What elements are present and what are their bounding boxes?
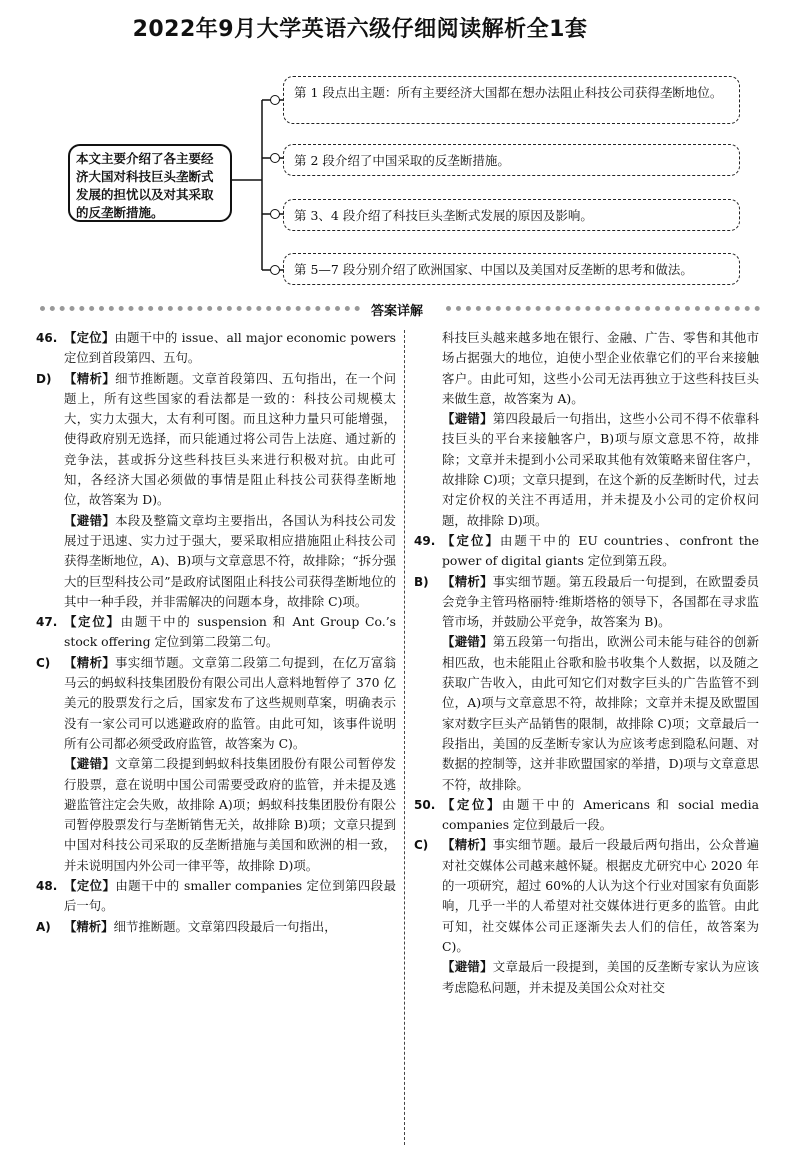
summary-text: 本文主要介绍了各主要经济大国对科技巨头垄断式发展的担忧以及对其采取的反垄断措施。 (76, 151, 214, 220)
answer-letter: C) (36, 655, 51, 670)
avoid-text: 文章最后一段提到，美国的反垄断专家认为应该考虑隐私问题，并未提及美国公众对社交 (442, 959, 760, 995)
answer-block (414, 795, 759, 836)
analysis-text: 细节推断题。文章第四段最后一句指出， (113, 918, 337, 934)
avoid-text: 本段及整篇文章均主要指出，各国认为科技公司发展过于迅速、实力过于强大，要采取相应措施阻止科技公司获得垄断地位，A)、B)项与文章意思不符，故排除；“拆分强大的巨型科技公司”是政府试图阻止科技公司获得垄断地位的其中一种手段，并非需解决的问题本身，故排除 C)项。 (64, 512, 397, 609)
analysis-text: 事实细节题。最后一段最后两句指出，公众普遍对社交媒体公司越来越怀疑。根据皮尤研究中心 2020 年的一项研究，超过 60%的人认为这个行业对国家有负面影响，几乎一半的人希望对社交媒体进行更多的监管。由此可知，社交媒体公司正逐渐失去人们的信任，故答案为 C)。 (442, 837, 760, 954)
analysis-continued: 科技巨头越来越多地在银行、金融、广告、零售和其他市场占据强大的地位，迫使小型企业依靠它们的平台来接触客户。由此可知，这些小公司无法再独立于这些科技巨头来做生意，故答案为 A)。 (442, 330, 759, 406)
locate-text: 由题干中的 suspension 和 Ant Group Co.’s stock offering 定位到第二段第二句。 (64, 614, 396, 650)
answer-block (36, 876, 396, 917)
tag-avoid: 【避错】 (64, 756, 116, 772)
summary-box (68, 144, 232, 222)
locate-text: 由题干中的 Americans 和 social media companies 定位到最后一段。 (442, 796, 759, 833)
avoid-error-block (36, 511, 396, 612)
tag-analysis: 【精析】 (442, 837, 493, 853)
locate-text: 由题干中的 smaller companies 定位到第四段最后一句。 (64, 878, 396, 914)
right-column (414, 328, 759, 998)
question-number: 49. (414, 533, 436, 548)
section-divider (40, 306, 360, 323)
tag-avoid: 【避错】 (64, 512, 116, 528)
avoid-text: 第五段第一句指出，欧洲公司未能与硅谷的创新相匹敌，也未能阻止谷歌和脸书收集个人数据，以及随之获取广告收入，由此可知它们对数字巨头的广告监管不到位，A)项与文章意思不符，故排除；文章并未提及欧盟国家对数字巨头产品销售的限制，故排除 C)项；文章最后一段指出，美国的反垄断专家认为应该考虑到隐私问题、对数据的控制等，这并非欧盟国家的举措，D)项与文章意思不符，故排除。 (442, 634, 760, 792)
note-bullet-icon (270, 95, 280, 105)
tag-analysis: 【精析】 (64, 654, 116, 670)
column-divider (404, 330, 405, 1145)
tag-locate: 【定位】 (64, 878, 116, 894)
tag-analysis: 【精析】 (442, 573, 493, 589)
answer-block (36, 917, 396, 937)
tag-avoid: 【避错】 (442, 959, 493, 975)
avoid-error-block (414, 409, 759, 531)
note-bullet-icon (270, 209, 280, 219)
avoid-text: 文章第二段提到蚂蚁科技集团股份有限公司暂停发行股票，意在说明中国公司需要受政府的监管，并未提及逃避监管注定会失败，故排除 A)项；蚂蚁科技集团股份有限公司暂停股票发行与垄断销售无关，故排除 B)项；文章只提到中国对科技公司采取的反垄断措施与美国和欧洲的相一致，并未说明国内外公司一律平等，故排除 D)项。 (64, 756, 397, 873)
tag-locate: 【定位】 (442, 532, 500, 548)
tag-locate: 【定位】 (64, 330, 115, 345)
answer-letter: C) (414, 838, 429, 853)
analysis-text: 事实细节题。文章第二段第二句提到，在亿万富翁马云的蚂蚁科技集团股份有限公司出人意料地暂停了 370 亿美元的股票发行之后，国家发布了这些规则草案，明确表示没有一家公司可以逃避政府的监管。由此可知，该事件说明所有公司都必须受政府监管，故答案为 C)。 (64, 654, 397, 751)
tag-avoid: 【避错】 (442, 411, 493, 427)
avoid-error-block (36, 754, 396, 876)
page-title: 2022年9月大学英语六级仔细阅读解析全1套 (132, 17, 588, 42)
answer-block (414, 572, 759, 633)
question-number: 47. (36, 615, 58, 630)
avoid-error-block (414, 957, 759, 998)
note-bullet-icon (270, 153, 280, 163)
answer-block (36, 612, 396, 653)
paragraph-note: 第 3、4 段介绍了科技巨头垄断式发展的原因及影响。 (283, 199, 740, 231)
paragraph-note: 第 2 段介绍了中国采取的反垄断措施。 (283, 144, 740, 176)
answer-letter: D) (36, 371, 52, 386)
left-column (36, 328, 396, 937)
answer-block (36, 369, 396, 511)
tag-analysis: 【精析】 (64, 918, 114, 934)
section-divider (446, 306, 760, 323)
analysis-text: 事实细节题。第五段最后一句提到，在欧盟委员会竞争主管玛格丽特·维斯塔格的领导下，各国都在寻求监管市场，并鼓励公平竞争，故答案为 B)。 (442, 573, 760, 630)
tag-analysis: 【精析】 (64, 370, 116, 386)
answer-letter: A) (36, 919, 51, 934)
avoid-text: 第四段最后一句指出，这些小公司不得不依靠科技巨头的平台来接触客户，B)项与原文意思不符，故排除；文章并未提到小公司采取其他有效策略来留住客户，故排除 C)项；文章只提到，在这个新的反垄断时代，过去对定价权的关注不再适用，并未提及小公司的定价权问题，故排除 D)项。 (442, 411, 760, 528)
analysis-text: 细节推断题。文章首段第四、五句指出，在一个问题上，所有这些国家的看法都是一致的：科技公司规模太大，实力太强大，太有利可图。而且这种力量只可能增强，使得政府别无选择，而只能通过将公司告上法庭、通过新的竞争法，甚或拆分这些科技巨头来进行积极对抗。由此可知，各经济大国必须做的事情是阻止科技公司获得垄断地位，故答案为 D)。 (64, 370, 397, 508)
tag-avoid: 【避错】 (442, 634, 493, 650)
answer-block (414, 835, 759, 957)
answer-letter: B) (414, 574, 429, 589)
question-number: 46. (36, 331, 58, 345)
locate-text: 由题干中的 issue、all major economic powers 定位到首段第四、五句。 (64, 330, 397, 366)
answer-block (36, 328, 396, 369)
question-number: 48. (36, 879, 58, 894)
answer-block (414, 531, 759, 572)
answer-block (36, 653, 396, 754)
avoid-error-block (414, 632, 759, 794)
locate-text: 由题干中的 EU countries、confront the power of digital giants 定位到第五段。 (442, 532, 760, 569)
section-title: 答案详解 (368, 300, 426, 319)
paragraph-note: 第 5—7 段分别介绍了欧洲国家、中国以及美国对反垄断的思考和做法。 (283, 253, 740, 285)
question-number: 50. (414, 797, 436, 812)
paragraph-note: 第 1 段点出主题：所有主要经济大国都在想办法阻止科技公司获得垄断地位。 (283, 76, 740, 124)
tag-locate: 【定位】 (442, 796, 502, 812)
tag-locate: 【定位】 (64, 614, 121, 630)
note-bullet-icon (270, 265, 280, 275)
